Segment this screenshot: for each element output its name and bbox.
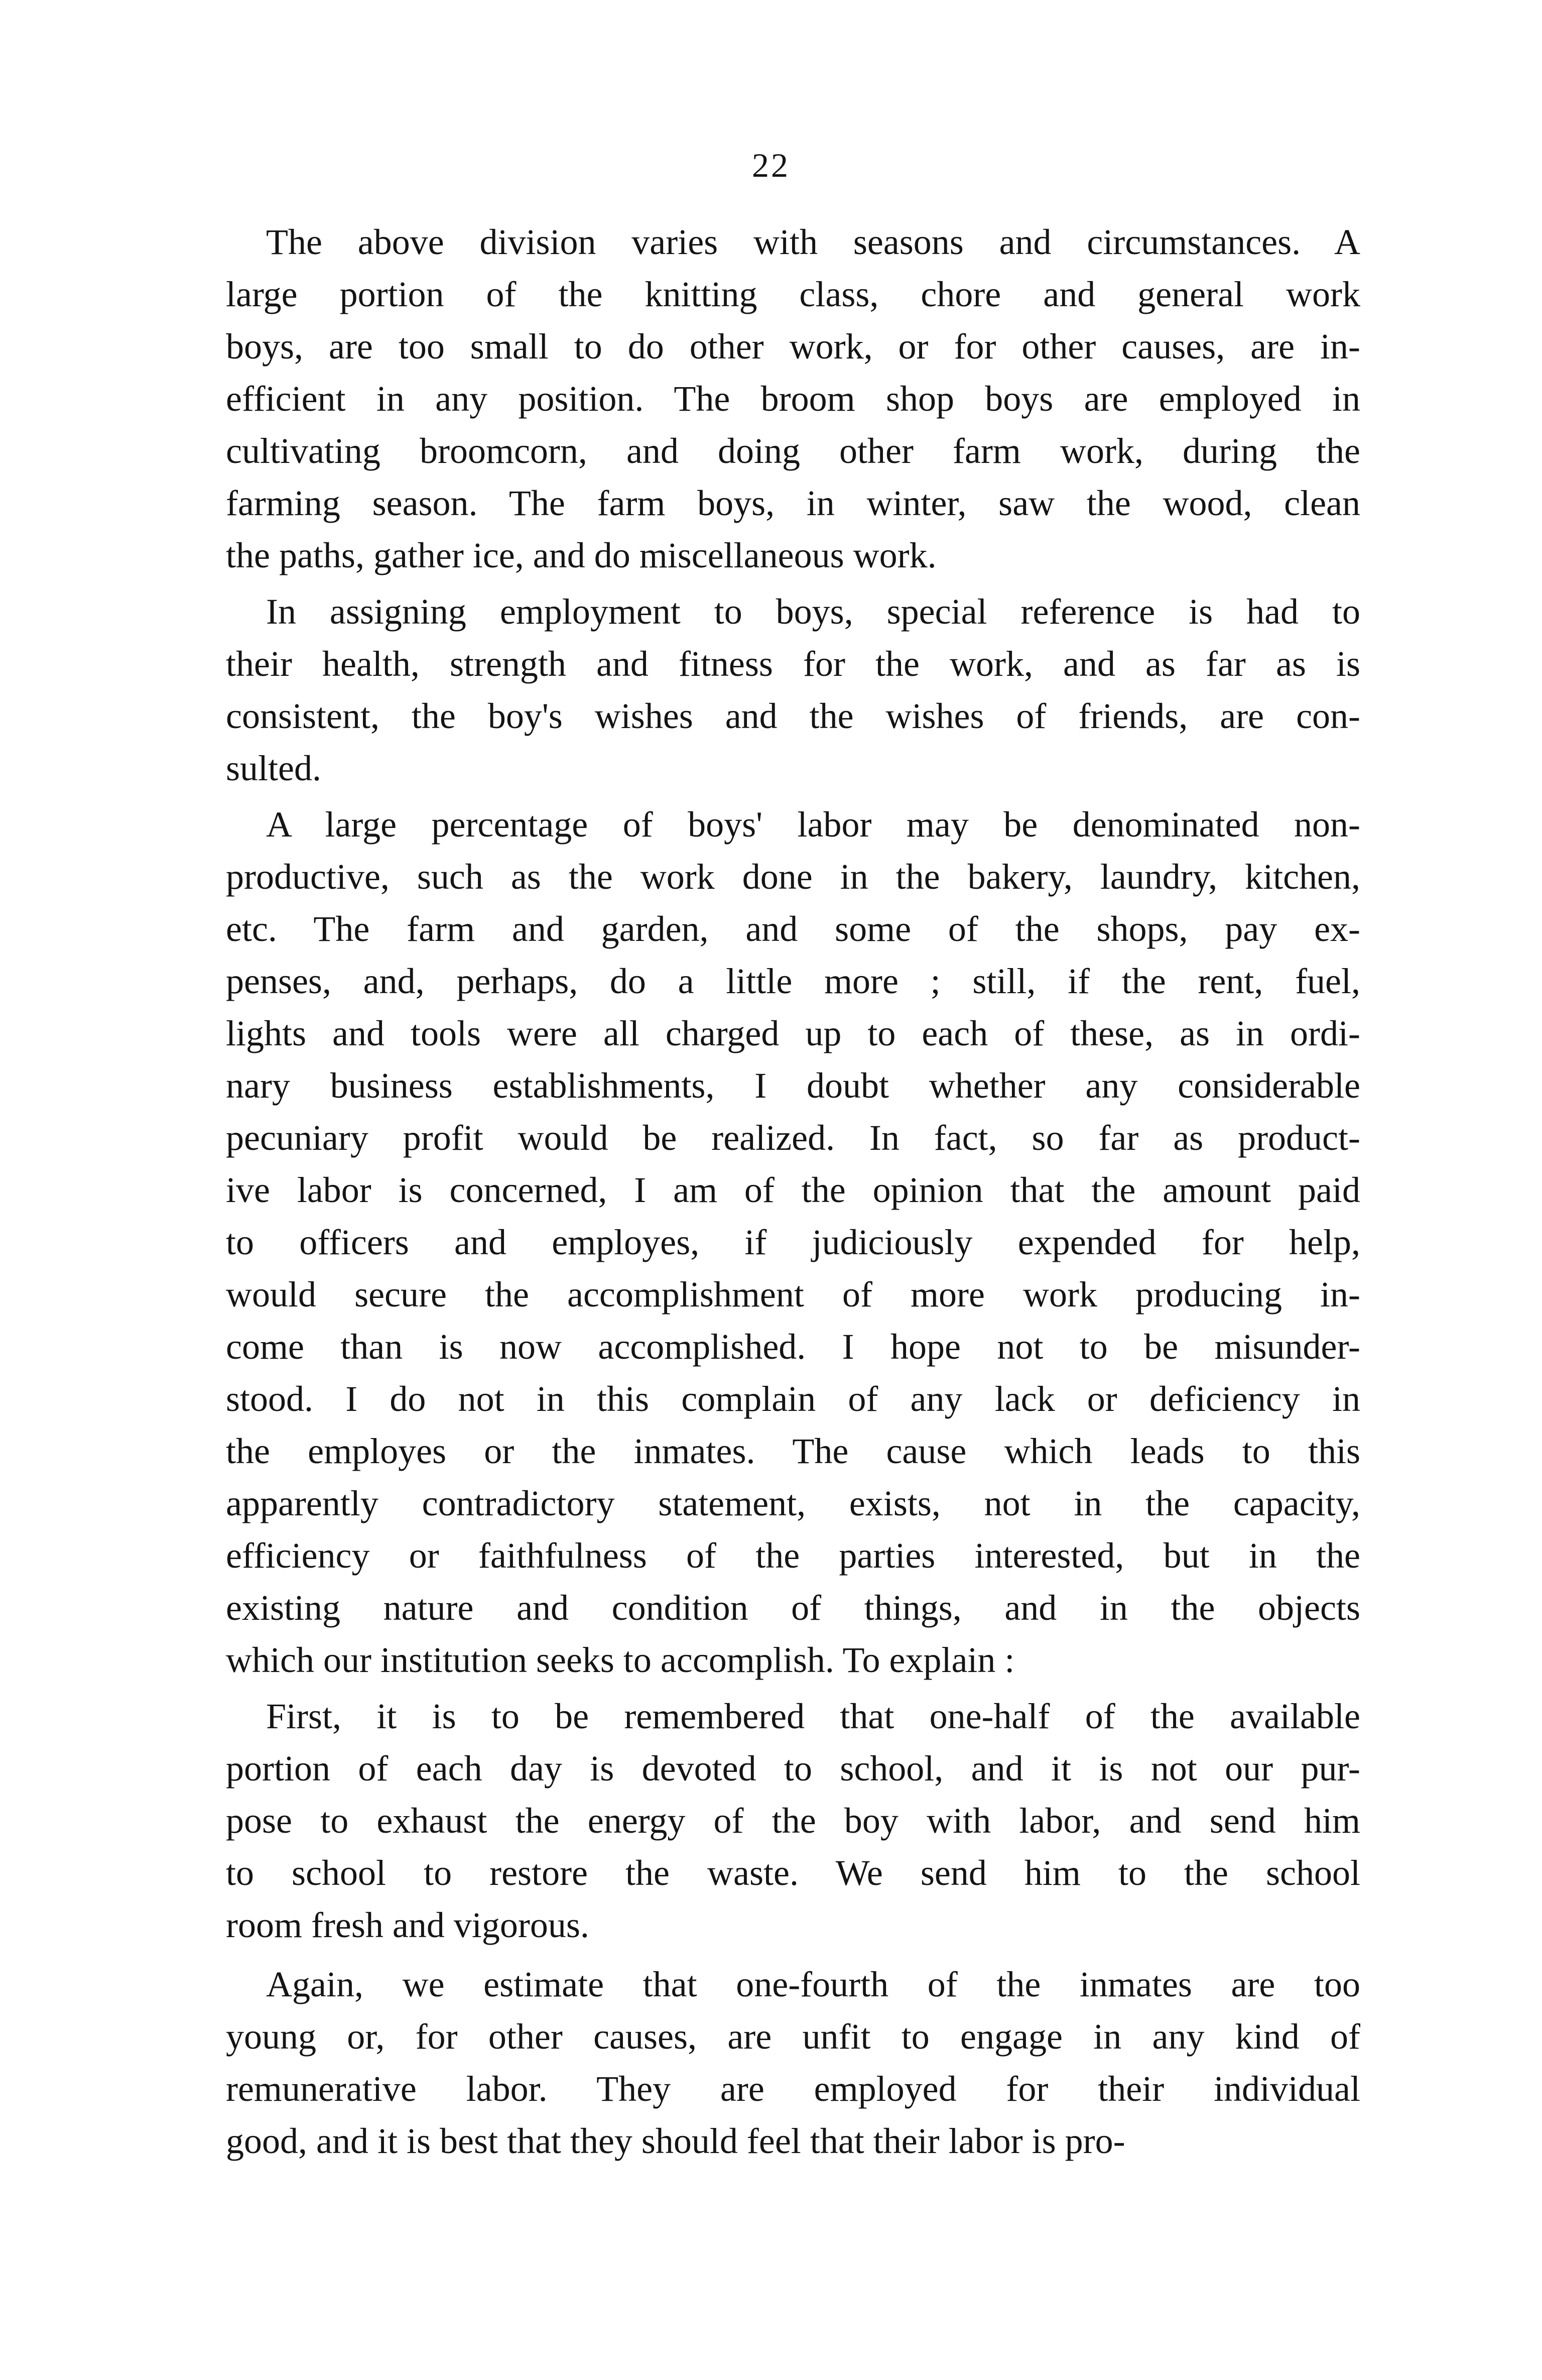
paragraph bbox=[226, 798, 1360, 1686]
text-line: farming season. The farm boys, in winter, saw the wood, clean bbox=[226, 483, 1360, 523]
text-line: stood. I do not in this complain of any lack or deficiency in bbox=[226, 1379, 1360, 1419]
text-line: etc. The farm and garden, and some of the shops, pay ex- bbox=[226, 909, 1360, 949]
text-line: consistent, the boy's wishes and the wishes of friends, are con- bbox=[226, 696, 1360, 736]
text-line: penses, and, perhaps, do a little more ; still, if the rent, fuel, bbox=[226, 961, 1360, 1001]
text-line: cultivating broomcorn, and doing other farm work, during the bbox=[226, 431, 1360, 471]
paragraph bbox=[226, 1958, 1360, 2167]
text-line: productive, such as the work done in the bakery, laundry, kitchen, bbox=[226, 857, 1360, 897]
text-line: sulted. bbox=[226, 748, 321, 788]
text-line: ive labor is concerned, I am of the opinion that the amount paid bbox=[226, 1170, 1360, 1210]
paragraph bbox=[226, 585, 1360, 794]
text-line: their health, strength and fitness for the work, and as far as is bbox=[226, 644, 1360, 684]
text-line: come than is now accomplished. I hope not to be misunder- bbox=[226, 1327, 1360, 1367]
text-line: Again, we estimate that one-fourth of the inmates are too bbox=[266, 1964, 1360, 2004]
text-line: the employes or the inmates. The cause which leads to this bbox=[226, 1431, 1360, 1471]
text-line: lights and tools were all charged up to each of these, as in ordi- bbox=[226, 1013, 1360, 1053]
paragraph bbox=[226, 1690, 1360, 1951]
text-line: apparently contradictory statement, exists, not in the capacity, bbox=[226, 1483, 1360, 1523]
text-line: the paths, gather ice, and do miscellaneous work. bbox=[226, 535, 937, 575]
text-line: room fresh and vigorous. bbox=[226, 1905, 589, 1945]
text-line: First, it is to be remembered that one-half of the available bbox=[266, 1696, 1360, 1736]
text-line: boys, are too small to do other work, or for other causes, are in- bbox=[226, 326, 1360, 367]
text-line: would secure the accomplishment of more work producing in- bbox=[226, 1274, 1360, 1315]
text-line: portion of each day is devoted to school, and it is not our pur- bbox=[226, 1748, 1360, 1789]
text-line: pecuniary profit would be realized. In fact, so far as product- bbox=[226, 1118, 1360, 1158]
text-line: efficiency or faithfulness of the parties interested, but in the bbox=[226, 1535, 1360, 1576]
text-line: existing nature and condition of things, and in the objects bbox=[226, 1588, 1360, 1628]
text-line: large portion of the knitting class, chore and general work bbox=[226, 274, 1360, 314]
text-line: good, and it is best that they should feel that their labor is pro- bbox=[226, 2121, 1125, 2161]
text-line: nary business establishments, I doubt whether any considerable bbox=[226, 1065, 1360, 1106]
text-line: to officers and employes, if judiciously expended for help, bbox=[226, 1222, 1360, 1262]
text-line: The above division varies with seasons and circumstances. A bbox=[266, 222, 1360, 262]
text-line: pose to exhaust the energy of the boy with labor, and send him bbox=[226, 1801, 1360, 1841]
text-line: which our institution seeks to accomplish. To explain : bbox=[226, 1640, 1015, 1680]
text-line: A large percentage of boys' labor may be denominated non- bbox=[266, 804, 1360, 845]
paragraph bbox=[226, 216, 1360, 581]
text-line: efficient in any position. The broom shop boys are employed in bbox=[226, 379, 1360, 419]
page-number: 22 bbox=[752, 146, 790, 184]
text-line: In assigning employment to boys, special reference is had to bbox=[266, 591, 1360, 632]
text-line: remunerative labor. They are employed for their individual bbox=[226, 2069, 1360, 2109]
text-line: to school to restore the waste. We send him to the school bbox=[226, 1853, 1360, 1893]
body-text bbox=[226, 216, 1360, 2171]
text-line: young or, for other causes, are unfit to engage in any kind of bbox=[226, 2016, 1360, 2057]
